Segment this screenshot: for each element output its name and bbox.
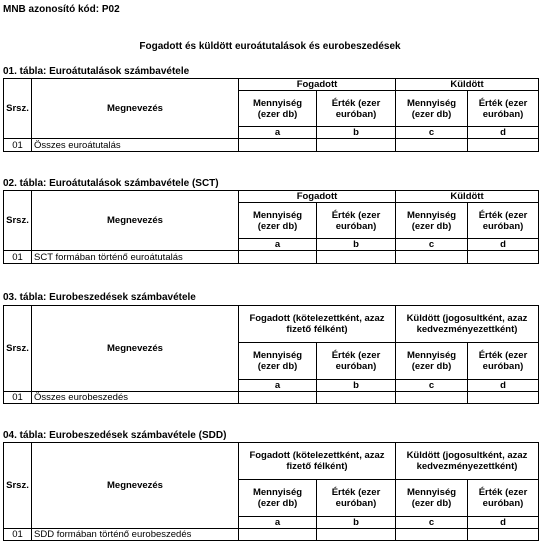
table-1: [3, 78, 539, 152]
cell-a[interactable]: [239, 139, 317, 152]
col-fogadott: Fogadott: [239, 191, 396, 203]
col-letter-a: a: [239, 127, 317, 139]
col-fogadott-long: Fogadott (kötelezettként, azaz fizető félként): [239, 306, 396, 343]
col-srsz: Srsz.: [4, 191, 32, 251]
col-mennyiseg: Mennyiség (ezer db): [396, 91, 468, 127]
cell-c[interactable]: [396, 139, 468, 152]
row-label: SDD formában történő eurobeszedés: [32, 529, 239, 541]
col-megnevezes: Megnevezés: [32, 79, 239, 139]
table-2-title: 02. tábla: Euroátutalások számbavétele (SCT): [3, 178, 219, 189]
cell-c[interactable]: [396, 251, 468, 264]
col-mennyiseg: Mennyiség (ezer db): [239, 480, 317, 517]
col-mennyiseg: Mennyiség (ezer db): [396, 203, 468, 239]
cell-d[interactable]: [468, 392, 539, 404]
col-ertek: Érték (ezer euróban): [317, 203, 396, 239]
col-fogadott: Fogadott: [239, 79, 396, 91]
row-label: Összes euroátutalás: [32, 139, 239, 152]
row-number: 01: [4, 251, 32, 264]
col-letter-c: c: [396, 517, 468, 529]
col-letter-d: d: [468, 380, 539, 392]
col-letter-b: b: [317, 127, 396, 139]
col-ertek: Érték (ezer euróban): [468, 343, 539, 380]
table-2: [3, 190, 539, 264]
col-letter-b: b: [317, 239, 396, 251]
table-4: [3, 442, 539, 541]
row-number: 01: [4, 529, 32, 541]
col-letter-d: d: [468, 127, 539, 139]
cell-b[interactable]: [317, 139, 396, 152]
col-ertek: Érték (ezer euróban): [317, 343, 396, 380]
table-3: [3, 305, 539, 404]
col-srsz: Srsz.: [4, 79, 32, 139]
col-ertek: Érték (ezer euróban): [317, 91, 396, 127]
col-kuldott: Küldött: [396, 79, 539, 91]
cell-d[interactable]: [468, 139, 539, 152]
row-number: 01: [4, 139, 32, 152]
cell-b[interactable]: [317, 251, 396, 264]
col-mennyiseg: Mennyiség (ezer db): [396, 480, 468, 517]
cell-d[interactable]: [468, 251, 539, 264]
col-fogadott-long: Fogadott (kötelezettként, azaz fizető félként): [239, 443, 396, 480]
page-title: Fogadott és küldött euroátutalások és eurobeszedések: [139, 41, 401, 52]
col-ertek: Érték (ezer euróban): [468, 91, 539, 127]
col-srsz: Srsz.: [4, 443, 32, 529]
cell-b[interactable]: [317, 392, 396, 404]
col-kuldott-long: Küldött (jogosultként, azaz kedvezményezettként): [396, 306, 539, 343]
cell-c[interactable]: [396, 392, 468, 404]
col-kuldott-long: Küldött (jogosultként, azaz kedvezményezettként): [396, 443, 539, 480]
row-label: SCT formában történő euroátutalás: [32, 251, 239, 264]
col-letter-b: b: [317, 380, 396, 392]
col-kuldott: Küldött: [396, 191, 539, 203]
col-letter-b: b: [317, 517, 396, 529]
col-letter-a: a: [239, 517, 317, 529]
col-letter-d: d: [468, 517, 539, 529]
col-ertek: Érték (ezer euróban): [468, 203, 539, 239]
mnb-code: MNB azonosító kód: P02: [3, 4, 120, 15]
col-ertek: Érték (ezer euróban): [317, 480, 396, 517]
col-mennyiseg: Mennyiség (ezer db): [396, 343, 468, 380]
cell-c[interactable]: [396, 529, 468, 541]
cell-a[interactable]: [239, 529, 317, 541]
col-srsz: Srsz.: [4, 306, 32, 392]
col-megnevezes: Megnevezés: [32, 306, 239, 392]
col-ertek: Érték (ezer euróban): [468, 480, 539, 517]
col-megnevezes: Megnevezés: [32, 443, 239, 529]
col-mennyiseg: Mennyiség (ezer db): [239, 203, 317, 239]
table-1-title: 01. tábla: Euroátutalások számbavétele: [3, 66, 190, 77]
table-3-title: 03. tábla: Eurobeszedések számbavétele: [3, 292, 196, 303]
col-mennyiseg: Mennyiség (ezer db): [239, 343, 317, 380]
col-letter-c: c: [396, 380, 468, 392]
cell-d[interactable]: [468, 529, 539, 541]
col-letter-a: a: [239, 239, 317, 251]
col-letter-d: d: [468, 239, 539, 251]
cell-a[interactable]: [239, 251, 317, 264]
col-letter-c: c: [396, 127, 468, 139]
cell-b[interactable]: [317, 529, 396, 541]
row-number: 01: [4, 392, 32, 404]
table-4-title: 04. tábla: Eurobeszedések számbavétele (SDD): [3, 430, 227, 441]
col-letter-c: c: [396, 239, 468, 251]
cell-a[interactable]: [239, 392, 317, 404]
col-letter-a: a: [239, 380, 317, 392]
row-label: Összes eurobeszedés: [32, 392, 239, 404]
col-mennyiseg: Mennyiség (ezer db): [239, 91, 317, 127]
col-megnevezes: Megnevezés: [32, 191, 239, 251]
